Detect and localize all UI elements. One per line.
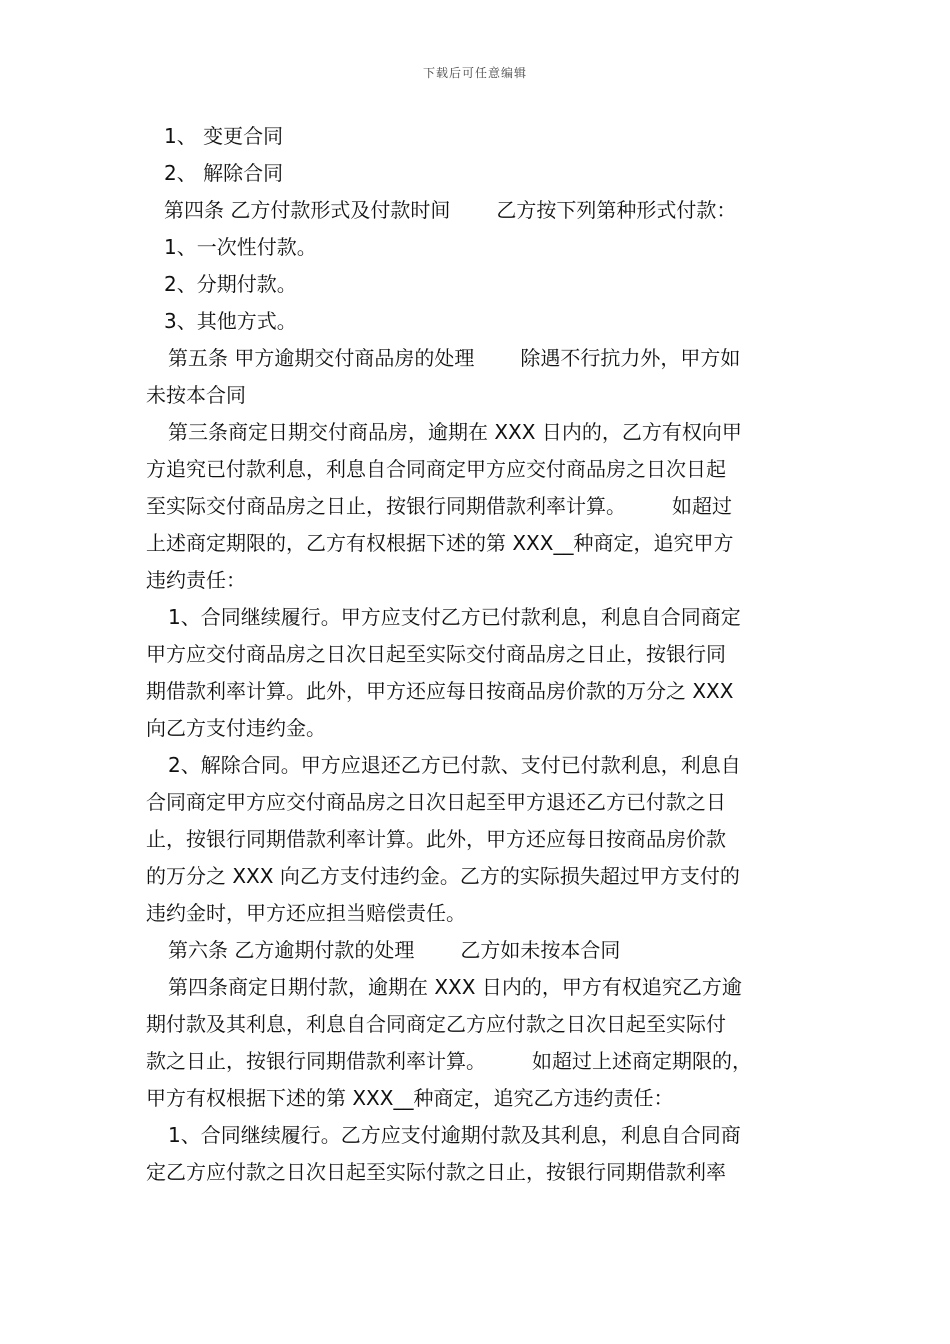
text-line [146, 1006, 810, 1043]
text-segment: 止，按银行同期借款利率计算。此外，甲方还应每日按商品房价款 [146, 827, 726, 851]
text-segment: 第四条商定日期付款，逾期在 XXX 日内的，甲方有权追究乙方逾 [168, 975, 742, 999]
text-segment: 甲方有权根据下述的第 XXX__种商定，追究乙方违约责任： [146, 1086, 674, 1110]
text-line [146, 118, 810, 155]
text-line [146, 303, 810, 340]
text-line [146, 488, 810, 525]
text-line [146, 673, 810, 710]
text-line [146, 155, 810, 192]
text-segment: 第六条 乙方逾期付款的处理 [168, 938, 415, 962]
text-line [146, 1154, 810, 1191]
text-line [146, 192, 810, 229]
text-line [146, 414, 810, 451]
text-segment: 1、一次性付款。 [164, 235, 317, 259]
text-line [146, 858, 810, 895]
text-segment: 上述商定期限的，乙方有权根据下述的第 XXX__种商定，追究甲方 [146, 531, 734, 555]
text-line [146, 340, 810, 377]
text-line [146, 1043, 810, 1080]
text-segment: 除遇不行抗力外，甲方如 [520, 346, 741, 370]
text-segment: 方追究已付款利息，利息自合同商定甲方应交付商品房之日次日起 [146, 457, 726, 481]
text-line [146, 266, 810, 303]
text-segment: 乙方按下列第种形式付款： [496, 198, 737, 222]
text-segment: 第三条商定日期交付商品房，逾期在 XXX 日内的，乙方有权向甲 [168, 420, 742, 444]
text-line [146, 821, 810, 858]
text-line [146, 969, 810, 1006]
text-segment: 1、合同继续履行。甲方应支付乙方已付款利息，利息自合同商定 [168, 605, 741, 629]
text-line [146, 710, 810, 747]
text-line [146, 451, 810, 488]
text-segment: 向乙方支付违约金。 [146, 716, 326, 740]
text-line [146, 377, 810, 414]
text-segment: 乙方如未按本合同 [460, 938, 621, 962]
text-segment: 违约金时，甲方还应担当赔偿责任。 [146, 901, 466, 925]
text-segment: 1、合同继续履行。乙方应支付逾期付款及其利息，利息自合同商 [168, 1123, 741, 1147]
text-line [146, 562, 810, 599]
text-segment: 3、其他方式。 [164, 309, 297, 333]
text-segment: 2、分期付款。 [164, 272, 297, 296]
text-segment: 定乙方应付款之日次日起至实际付款之日止，按银行同期借款利率 [146, 1160, 726, 1184]
text-segment: 甲方应交付商品房之日次日起至实际交付商品房之日止，按银行同 [146, 642, 726, 666]
text-segment: 如超过 [672, 494, 732, 518]
page-header-note: 下载后可任意编辑 [422, 66, 527, 80]
text-line [146, 895, 810, 932]
text-line [146, 229, 810, 266]
text-line [146, 525, 810, 562]
text-segment: 至实际交付商品房之日止，按银行同期借款利率计算。 [146, 494, 626, 518]
text-segment: 如超过上述商定期限的， [532, 1049, 752, 1073]
text-segment: 2、解除合同。甲方应退还乙方已付款、支付已付款利息，利息自 [168, 753, 741, 777]
text-line [146, 599, 810, 636]
text-segment: 2、 解除合同 [164, 161, 284, 185]
text-segment: 违约责任： [146, 568, 246, 592]
text-segment: 1、 变更合同 [164, 124, 284, 148]
text-segment: 期付款及其利息，利息自合同商定乙方应付款之日次日起至实际付 [146, 1012, 726, 1036]
contract-body [146, 118, 810, 1191]
text-segment: 第四条 乙方付款形式及付款时间 [164, 198, 451, 222]
text-line [146, 784, 810, 821]
text-segment: 款之日止，按银行同期借款利率计算。 [146, 1049, 486, 1073]
text-line [146, 1080, 810, 1117]
text-segment: 合同商定甲方应交付商品房之日次日起至甲方退还乙方已付款之日 [146, 790, 726, 814]
text-segment: 的万分之 XXX 向乙方支付违约金。乙方的实际损失超过甲方支付的 [146, 864, 740, 888]
text-segment: 期借款利率计算。此外，甲方还应每日按商品房价款的万分之 XXX [146, 679, 734, 703]
text-line [146, 747, 810, 784]
text-line [146, 1117, 810, 1154]
text-line [146, 636, 810, 673]
text-segment: 第五条 甲方逾期交付商品房的处理 [168, 346, 475, 370]
text-segment: 未按本合同 [146, 383, 246, 407]
text-line [146, 932, 810, 969]
